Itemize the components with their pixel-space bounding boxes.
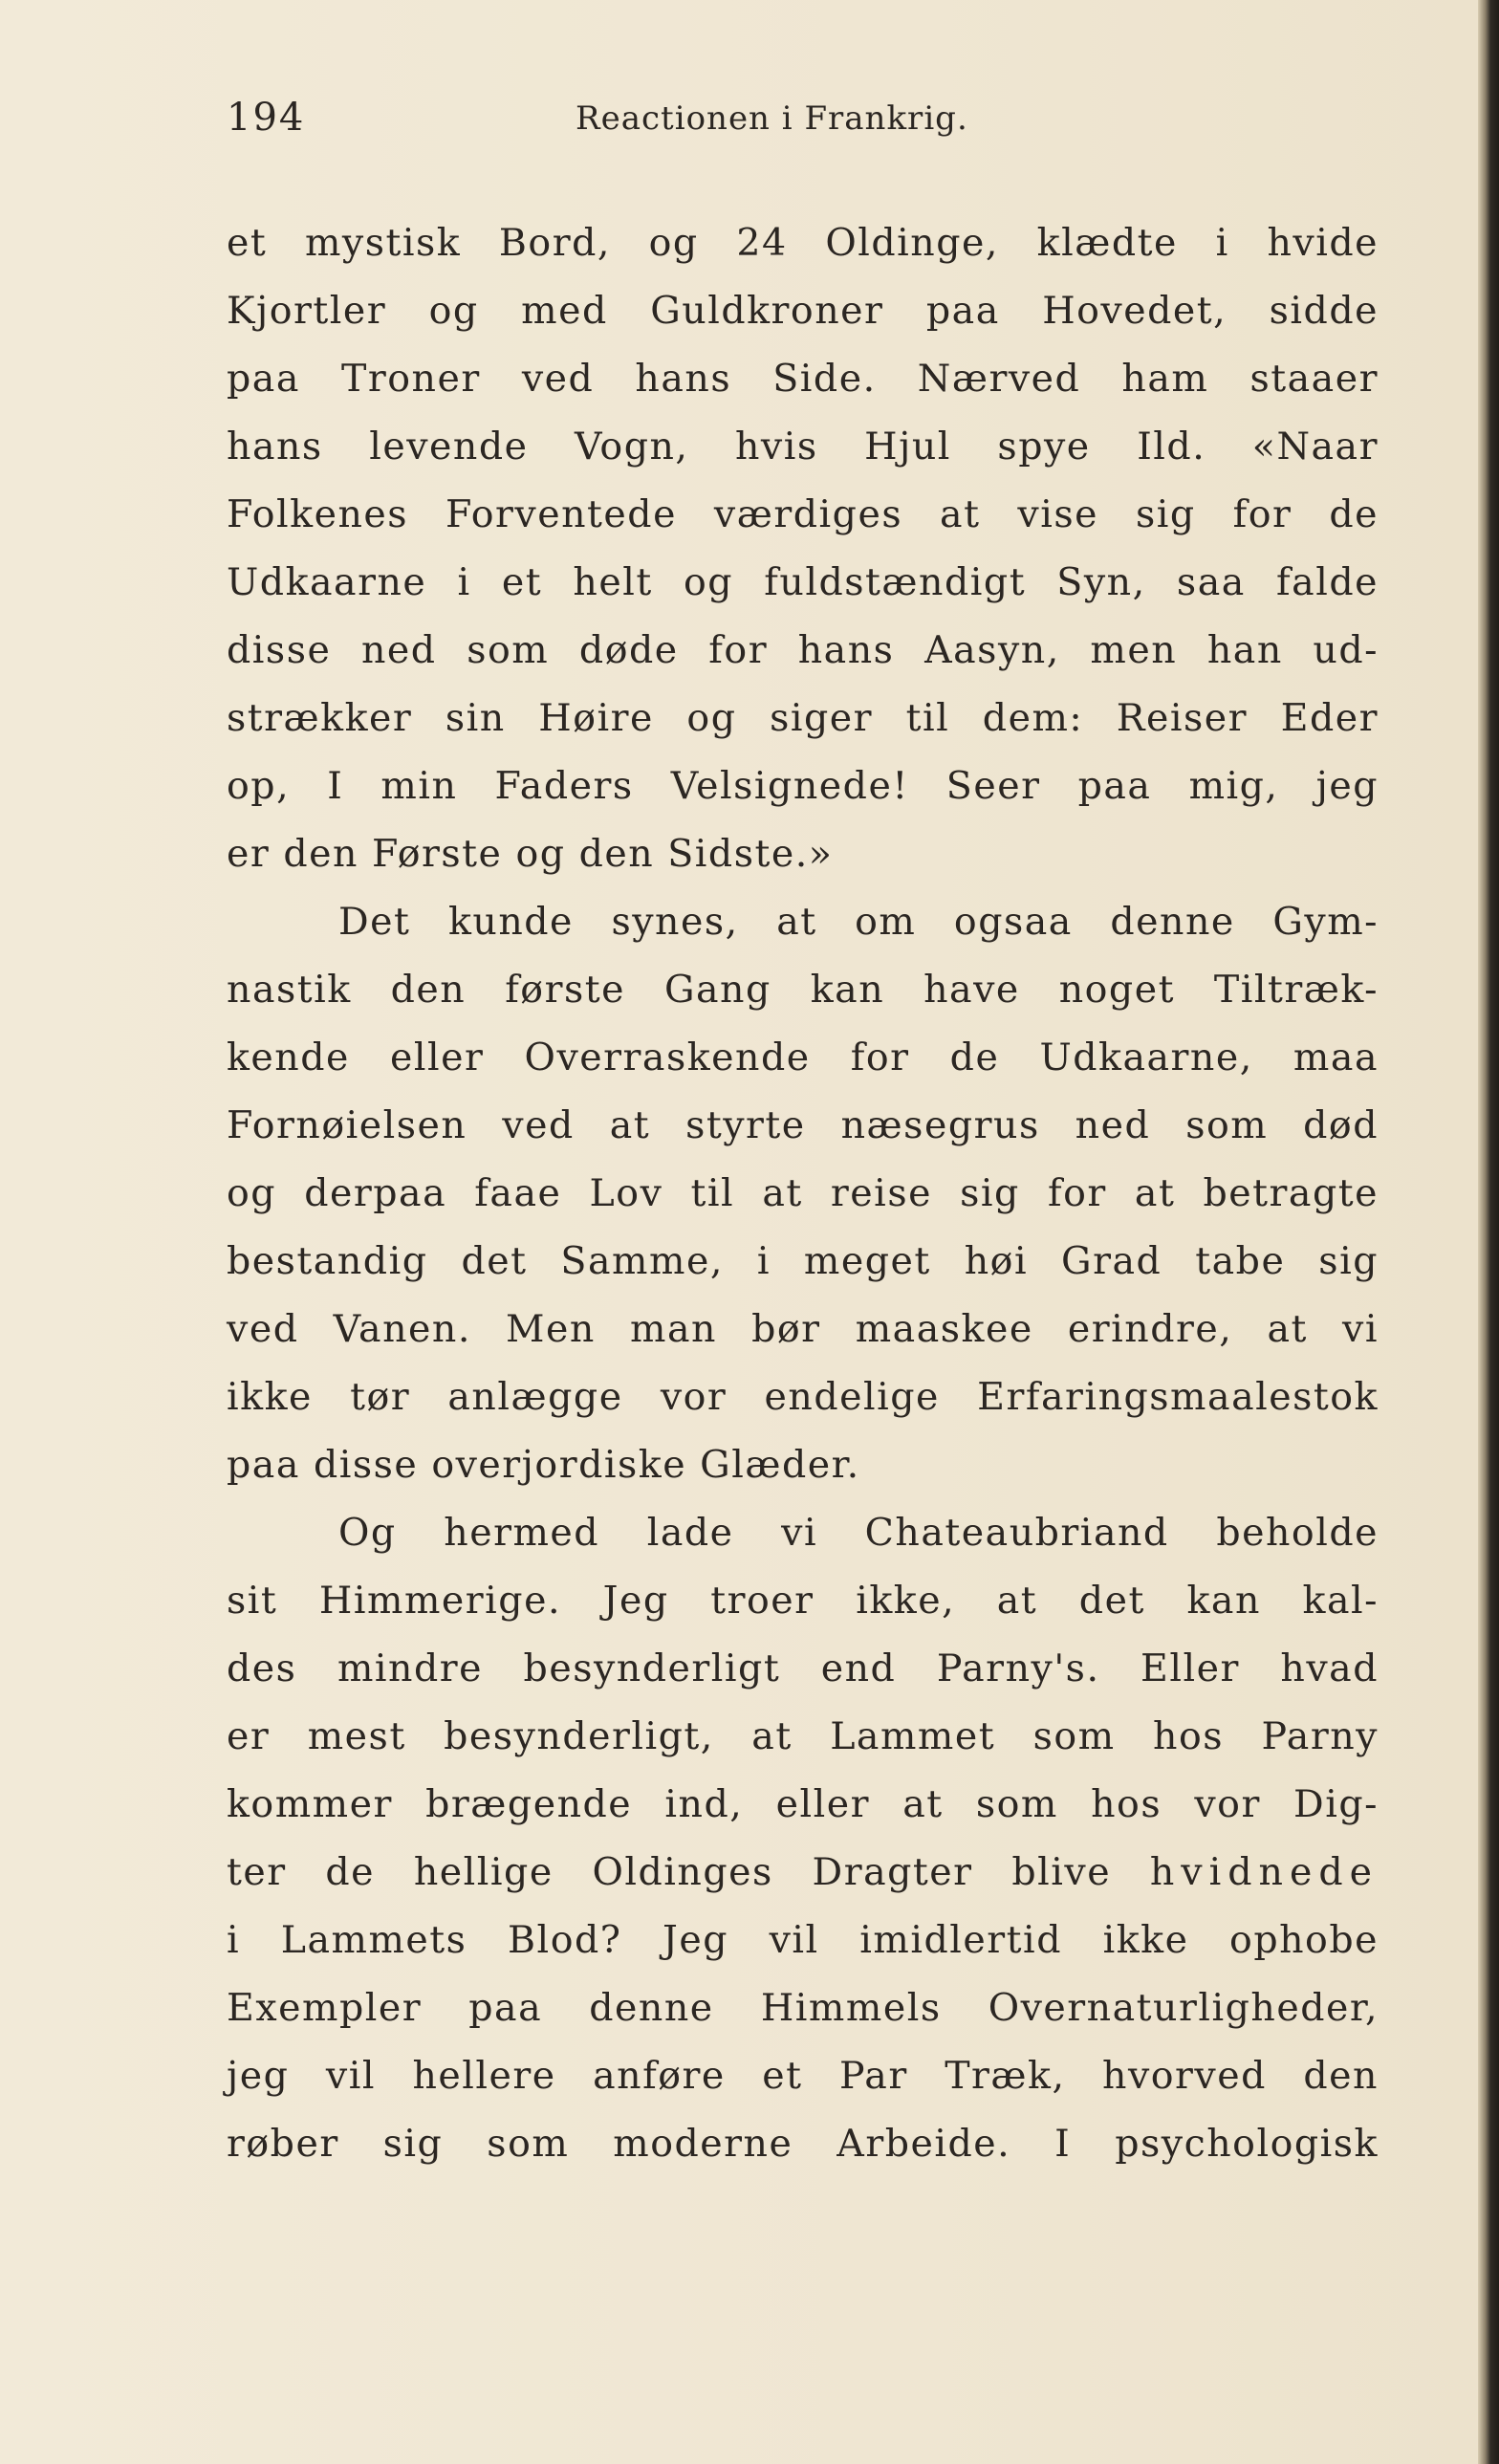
text-line: paa Troner ved hans Side. Nærved ham staaer: [227, 357, 1379, 401]
text-line: ikke tør anlægge vor endelige Erfaringsmaalestok: [227, 1375, 1379, 1419]
page-number: 194: [227, 96, 306, 140]
text-line: jeg vil hellere anføre et Par Træk, hvorved den: [227, 2054, 1379, 2098]
text-line: røber sig som moderne Arbeide. I psychologisk: [227, 2122, 1379, 2166]
spaced-word: hvidnede: [1149, 1850, 1380, 1894]
text-line: nastik den første Gang kan have noget Tiltræk-: [227, 968, 1379, 1012]
text-line: er den Første og den Sidste.»: [227, 832, 834, 876]
text-line: op, I min Faders Velsignede! Seer paa mig, jeg: [227, 764, 1379, 808]
paragraph-start-line: Og hermed lade vi Chateaubriand beholde: [338, 1511, 1379, 1555]
text-line: og derpaa faae Lov til at reise sig for at betragte: [227, 1171, 1379, 1215]
paragraph-start-line: Det kunde synes, at om ogsaa denne Gym-: [338, 900, 1379, 944]
text-line: Udkaarne i et helt og fuldstændigt Syn, saa falde: [227, 560, 1379, 604]
text-line: et mystisk Bord, og 24 Oldinge, klædte i hvide: [227, 221, 1379, 265]
text-line: ved Vanen. Men man bør maaskee erindre, at vi: [227, 1307, 1379, 1351]
text-line: er mest besynderligt, at Lammet som hos Parny: [227, 1714, 1379, 1758]
text-line: sit Himmerige. Jeg troer ikke, at det kan kal-: [227, 1579, 1379, 1623]
text-line: kende eller Overraskende for de Udkaarne, maa: [227, 1036, 1379, 1079]
text-line: hans levende Vogn, hvis Hjul spye Ild. «Naar: [227, 425, 1379, 469]
page-header: [227, 96, 1412, 163]
running-title: Reactionen i Frankrig.: [576, 99, 968, 138]
page-edge-shadow: [1478, 0, 1499, 2464]
text-line: paa disse overjordiske Glæder.: [227, 1443, 860, 1487]
text-line: [227, 1839, 1379, 1907]
text-line: Exempler paa denne Himmels Overnaturligheder,: [227, 1986, 1379, 2030]
text-line: i Lammets Blod? Jeg vil imidlertid ikke ophobe: [227, 1918, 1379, 1962]
body-text: [227, 209, 1379, 2178]
text-line: bestandig det Samme, i meget høi Grad tabe sig: [227, 1239, 1379, 1283]
text-line: Kjortler og med Guldkroner paa Hovedet, sidde: [227, 289, 1379, 333]
text-line: Fornøielsen ved at styrte næsegrus ned som død: [227, 1103, 1379, 1147]
text-line: kommer brægende ind, eller at som hos vor Dig-: [227, 1782, 1379, 1826]
text-line: disse ned som døde for hans Aasyn, men han ud-: [227, 628, 1379, 672]
text-line: strækker sin Høire og siger til dem: Reiser Eder: [227, 696, 1379, 740]
text-line: des mindre besynderligt end Parny's. Eller hvad: [227, 1646, 1379, 1690]
text-line: Folkenes Forventede værdiges at vise sig for de: [227, 492, 1379, 536]
text-segment: ter de hellige Oldinges Dragter blive: [227, 1850, 1112, 1894]
